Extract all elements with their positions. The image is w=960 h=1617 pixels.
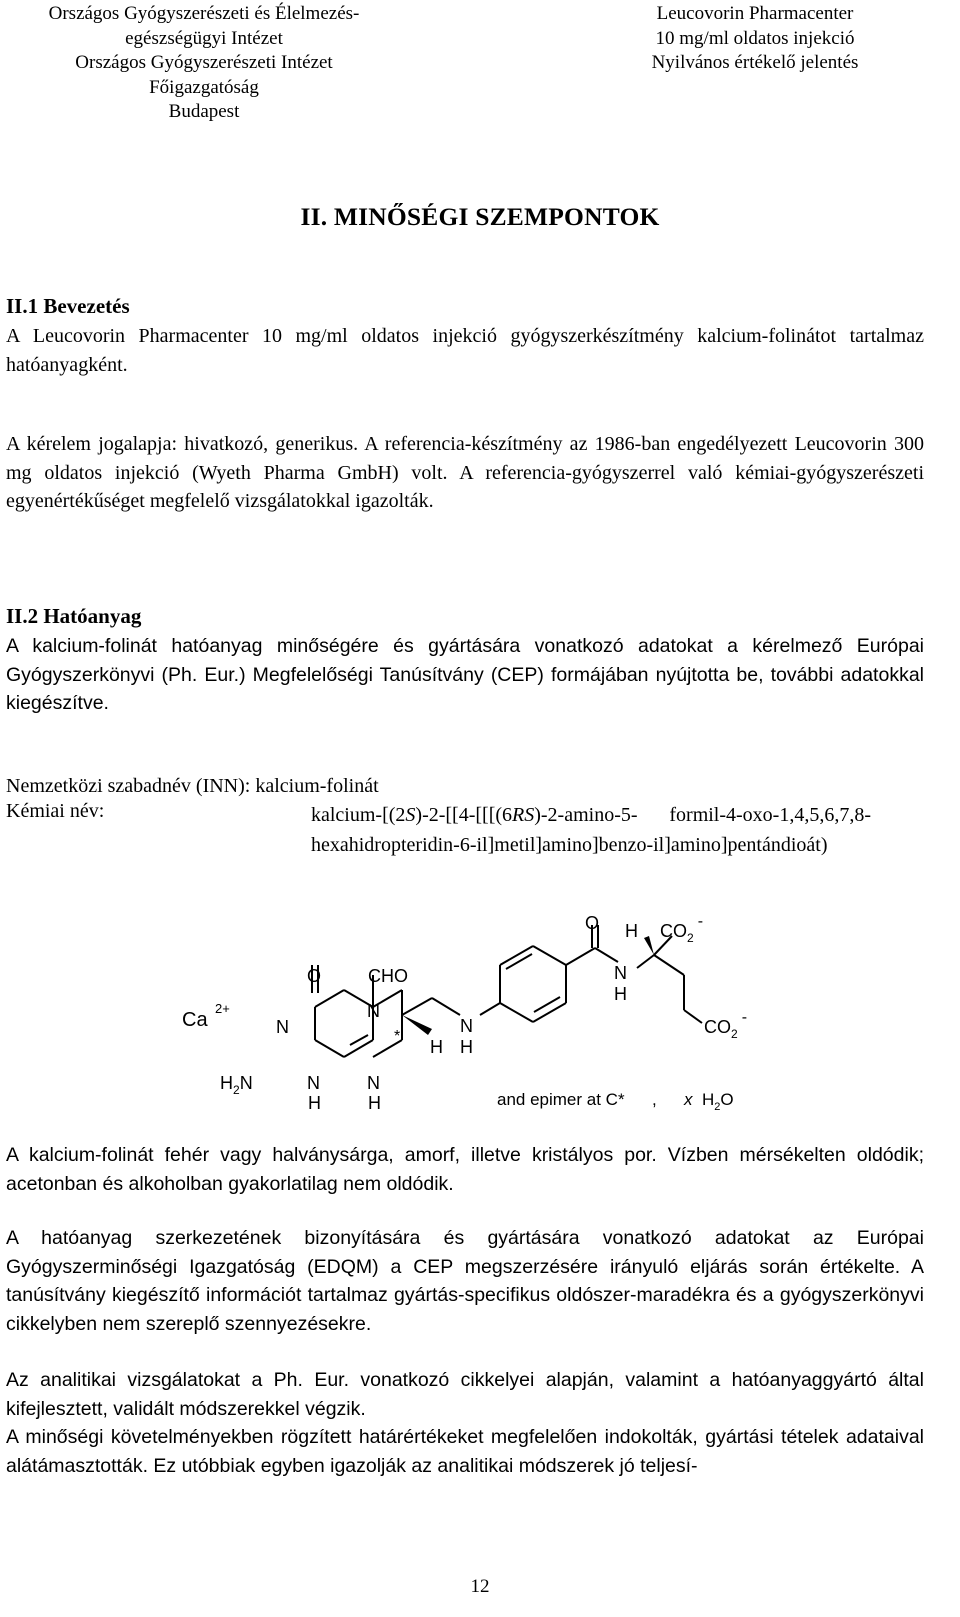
intro-paragraph-1: A Leucovorin Pharmacenter 10 mg/ml oldatos injekció gyógyszerkészítmény kalcium-folinátot tartalmaz hatóanyagként. <box>6 325 924 376</box>
charge: - <box>697 913 704 930</box>
atom-label: N <box>367 1073 380 1093</box>
header-right-line: Leucovorin Pharmacenter <box>656 3 854 24</box>
atom-label-part: H <box>702 1090 715 1109</box>
active-substance-paragraph-4: Az analitikai vizsgálatokat a Ph. Eur. vonatkozó cikkelyei alapján, valamint a hatóanyaggyártó által kifejlesztett, validált módszerekkel végzik. <box>6 1369 924 1420</box>
hydrate-multiplier: x <box>684 1090 693 1109</box>
section-heading-active-substance: II.2 Hatóanyag <box>6 604 142 628</box>
section-heading-introduction: II.1 Bevezetés <box>6 294 130 318</box>
subscript: 2 <box>233 1083 240 1097</box>
atom-label-part: CO <box>704 1017 731 1037</box>
atom-label: N <box>276 1017 289 1037</box>
atom-label-part: N <box>239 1073 253 1093</box>
atom-label: H <box>614 984 627 1004</box>
header-left-line: egészségügyi Intézet <box>125 27 283 49</box>
active-substance-paragraph-3: A hatóanyag szerkezetének bizonyítására és gyártására vonatkozó adatokat az Európai Gyógyszerminőségi Igazgatóság (EDQM) a CEP megszerzésére irányuló eljárás során értékelte. A tanúsítvány kiegészítő információt tartalmaz gyártás-specifikus oldószer-maradékra és a gyógyszerkönyvi cikkelyben nem szereplő szennyezésekre. <box>6 1227 924 1335</box>
charge: - <box>741 1009 748 1026</box>
atom-label: N <box>460 1016 473 1036</box>
active-substance-paragraph-5: A minőségi követelményekben rögzített határértékeket megfelelően indokolták, gyártási tételek adataival alátámasztották. Ez utóbbiak egyben igazolják az analitikai módszerek jó teljesí- <box>6 1426 924 1477</box>
atom-label: CHO <box>368 966 408 986</box>
structural-formula <box>170 905 790 1125</box>
atom-label: O <box>585 913 600 933</box>
atom-label: N <box>307 1073 320 1093</box>
atom-label: O <box>307 966 322 986</box>
water-label <box>702 1090 734 1113</box>
header-right-line: Nyilvános értékelő jelentés <box>651 52 859 73</box>
header-left-line: Budapest <box>168 101 240 122</box>
header-right-line: 10 mg/ml oldatos injekció <box>655 27 855 49</box>
separator-comma: , <box>652 1090 657 1109</box>
calcium-ion-label: Ca <box>182 1009 208 1031</box>
atom-label: N <box>367 1001 380 1021</box>
atom-label: H <box>430 1037 443 1057</box>
atom-label: H <box>308 1093 321 1113</box>
stereocenter-mark: * <box>394 1028 401 1045</box>
atom-label: H <box>460 1037 473 1057</box>
atom-label-part: O <box>720 1090 734 1109</box>
header-right <box>520 2 960 76</box>
chemical-name-label: Kémiai név: <box>6 800 105 822</box>
header-left-line: Országos Gyógyszerészeti Intézet <box>75 52 333 73</box>
atom-label <box>220 1073 253 1097</box>
atom-label: H <box>368 1093 381 1113</box>
header-left-line: Főigazgatóság <box>149 76 259 98</box>
page-number: 12 <box>470 1576 490 1597</box>
epimer-note: and epimer at C* <box>497 1090 625 1109</box>
subscript: 2 <box>731 1027 738 1041</box>
subscript: 2 <box>687 931 694 945</box>
chem-part: )-2-[[4-[[[(6 <box>415 804 513 826</box>
chem-part: kalcium-[(2 <box>311 804 406 826</box>
inn-name: Nemzetközi szabadnév (INN): kalcium-folinát <box>6 775 379 797</box>
carboxylate-top <box>660 913 703 945</box>
carboxylate-bottom <box>704 1009 747 1041</box>
intro-paragraph-2: A kérelem jogalapja: hivatkozó, generikus. A referencia-készítmény az 1986-ban engedélyezett Leucovorin 300 mg oldatos injekció (Wyeth Pharma GmbH) volt. A referencia-gyógyszerrel való kémiai-gyógyszerészeti egyenértékűséget megfelelő vizsgálatokkal igazolták. <box>6 433 924 512</box>
chem-part-italic: S <box>405 804 416 826</box>
atom-label-part: CO <box>660 921 687 941</box>
chem-part-italic: RS <box>512 804 535 826</box>
header-left <box>4 2 404 125</box>
chem-part: )-2-amino-5- formil-4-oxo-1,4,5,6,7,8-hexahidropteridin-6-il]metil]amino]benzo-il]amino]pentándioát) <box>311 804 871 856</box>
atom-label: H <box>625 921 638 941</box>
atom-label: N <box>614 963 627 983</box>
subscript: 2 <box>714 1101 721 1113</box>
calcium-charge-label: 2+ <box>215 1001 230 1016</box>
atom-label-part: H <box>220 1073 233 1093</box>
active-substance-paragraph-2: A kalcium-folinát fehér vagy halványsárga, amorf, illetve kristályos por. Vízben mérsékelten oldódik; acetonban és alkoholban gyakorlatilag nem oldódik. <box>6 1144 924 1195</box>
chemical-name-value <box>311 800 871 860</box>
header-left-line: Országos Gyógyszerészeti és Élelmezés- <box>48 3 360 24</box>
page-title: II. MINŐSÉGI SZEMPONTOK <box>300 202 660 231</box>
active-substance-paragraph-1: A kalcium-folinát hatóanyag minőségére és gyártására vonatkozó adatokat a kérelmező Európai Gyógyszerkönyvi (Ph. Eur.) Megfelelőségi Tanúsítvány (CEP) formájában nyújtotta be, további adatokkal kiegészítve. <box>6 635 924 714</box>
